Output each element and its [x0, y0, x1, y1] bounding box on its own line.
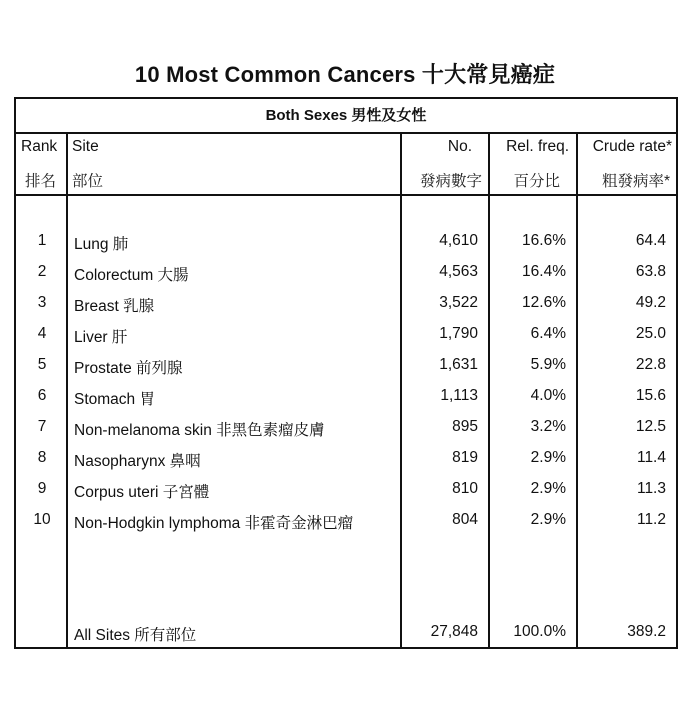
header-site: Site 部位: [72, 138, 104, 190]
table-row: 1 Lung 肺 4,610 16.6% 64.4: [37, 232, 666, 253]
table-header: [16, 132, 676, 196]
table-row: 9 Corpus uteri 子宮體 810 2.9% 11.3: [37, 480, 666, 501]
header-rel-freq: Rel. freq. 百分比: [506, 138, 569, 190]
table-band-title: Both Sexes 男性及女性: [16, 99, 676, 134]
cancer-table: [14, 97, 678, 649]
header-no: No. 發病數字: [419, 138, 482, 190]
page-title: 10 Most Common Cancers 十大常見癌症: [134, 62, 556, 87]
table-row: 5 Prostate 前列腺 1,631 5.9% 22.8: [37, 356, 666, 377]
table-total-row: All Sites 所有部位 27,848 100.0% 389.2: [74, 623, 666, 644]
table-row: 6 Stomach 胃 1,113 4.0% 15.6: [37, 387, 666, 408]
table-row: 7 Non-melanoma skin 非黑色素瘤皮膚 895 3.2% 12.5: [37, 418, 666, 439]
table-row: 8 Nasopharynx 鼻咽 819 2.9% 11.4: [37, 449, 666, 470]
table-row: 2 Colorectum 大腸 4,563 16.4% 63.8: [37, 263, 666, 284]
table-row: 3 Breast 乳腺 3,522 12.6% 49.2: [37, 294, 666, 315]
header-rank: Rank 排名: [21, 138, 58, 190]
table-row: 4 Liver 肝 1,790 6.4% 25.0: [37, 325, 666, 346]
table-row: 10 Non-Hodgkin lymphoma 非霍奇金淋巴瘤 804 2.9% 11.2: [33, 511, 666, 532]
header-crude-rate: Crude rate* 粗發病率*: [592, 138, 672, 190]
